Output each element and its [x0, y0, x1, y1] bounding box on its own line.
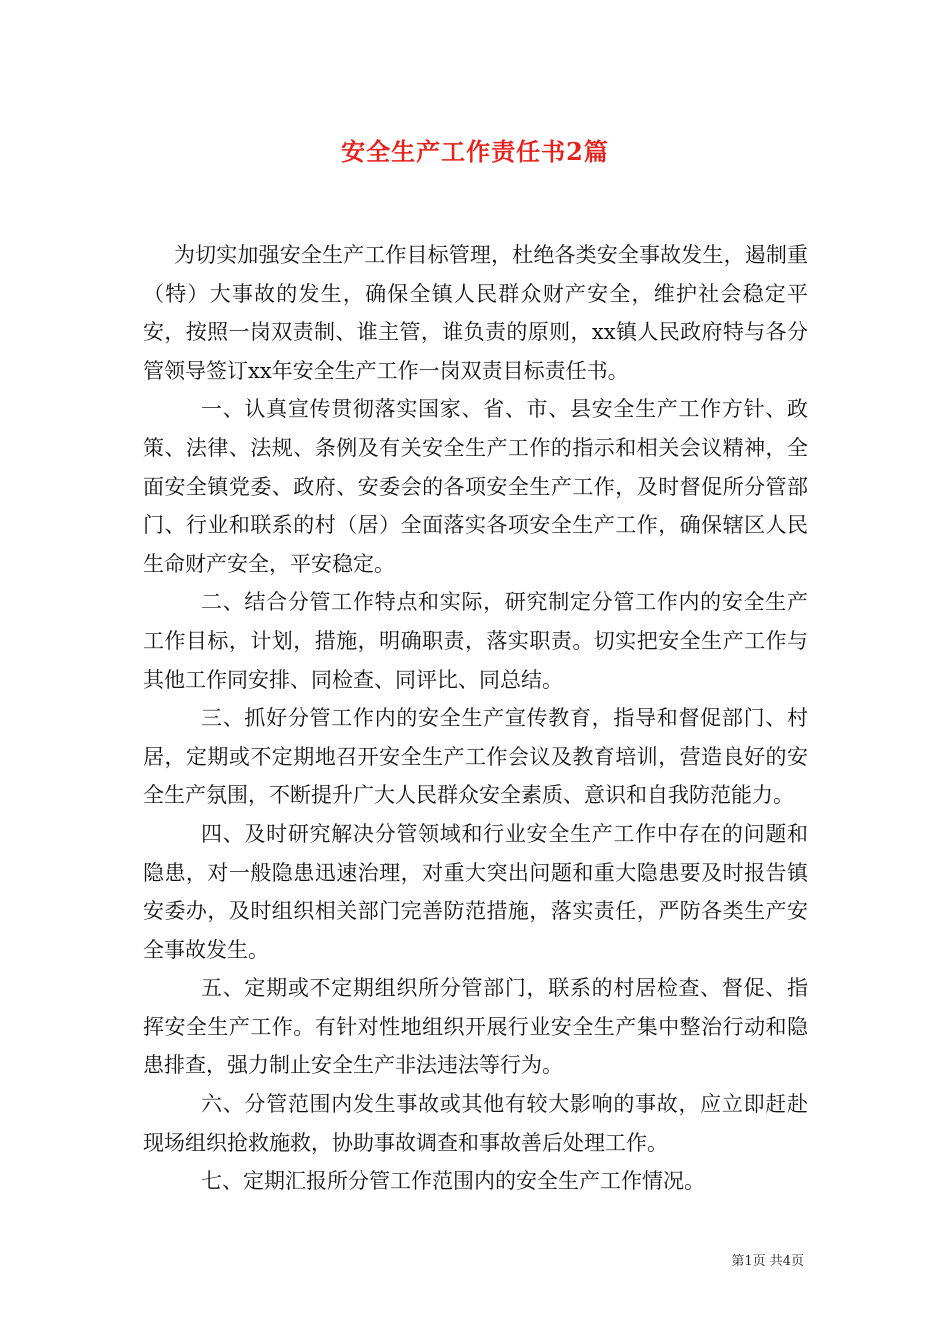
clause-6-paragraph: 六、分管范围内发生事故或其他有较大影响的事故，应立即赶赴现场组织抢救施救，协助事故调查和事故善后处理工作。 — [143, 1092, 808, 1155]
document-body — [143, 236, 808, 1201]
clause-4-paragraph: 四、及时研究解决分管领域和行业安全生产工作中存在的问题和隐患，对一般隐患迅速治理，对重大突出问题和重大隐患要及时报告镇安委办，及时组织相关部门完善防范措施，落实责任，严防各类生产安全事故发生。 — [143, 821, 808, 962]
clause-5-paragraph: 五、定期或不定期组织所分管部门，联系的村居检查、督促、指挥安全生产工作。有针对性地组织开展行业安全生产集中整治行动和隐患排查，强力制止安全生产非法违法等行为。 — [143, 976, 808, 1078]
clause-1-paragraph: 一、认真宣传贯彻落实国家、省、市、县安全生产工作方针、政策、法律、法规、条例及有关安全生产工作的指示和相关会议精神，全面安全镇党委、政府、安委会的各项安全生产工作，及时督促所分管部门、行业和联系的村（居）全面落实各项安全生产工作，确保辖区人民生命财产安全，平安稳定。 — [143, 397, 808, 576]
page-number-footer: 第1页 共4页 — [731, 1254, 804, 1269]
clause-2-paragraph: 二、结合分管工作特点和实际，研究制定分管工作内的安全生产工作目标，计划，措施，明确职责，落实职责。切实把安全生产工作与其他工作同安排、同检查、同评比、同总结。 — [143, 590, 808, 692]
clause-7-paragraph: 七、定期汇报所分管工作范围内的安全生产工作情况。 — [201, 1169, 705, 1194]
intro-paragraph: 为切实加强安全生产工作目标管理，杜绝各类安全事故发生，遏制重（特）大事故的发生，确保全镇人民群众财产安全，维护社会稳定平安，按照一岗双责制、谁主管，谁负责的原则，xx镇人民政府特与各分管领导签订xx年安全生产工作一岗双责目标责任书。 — [143, 243, 808, 383]
clause-3-paragraph: 三、抓好分管工作内的安全生产宣传教育，指导和督促部门、村居，定期或不定期地召开安全生产工作会议及教育培训，营造良好的安全生产氛围，不断提升广大人民群众安全素质、意识和自我防范能力。 — [143, 706, 808, 808]
document-title: 安全生产工作责任书2篇 — [341, 137, 609, 166]
